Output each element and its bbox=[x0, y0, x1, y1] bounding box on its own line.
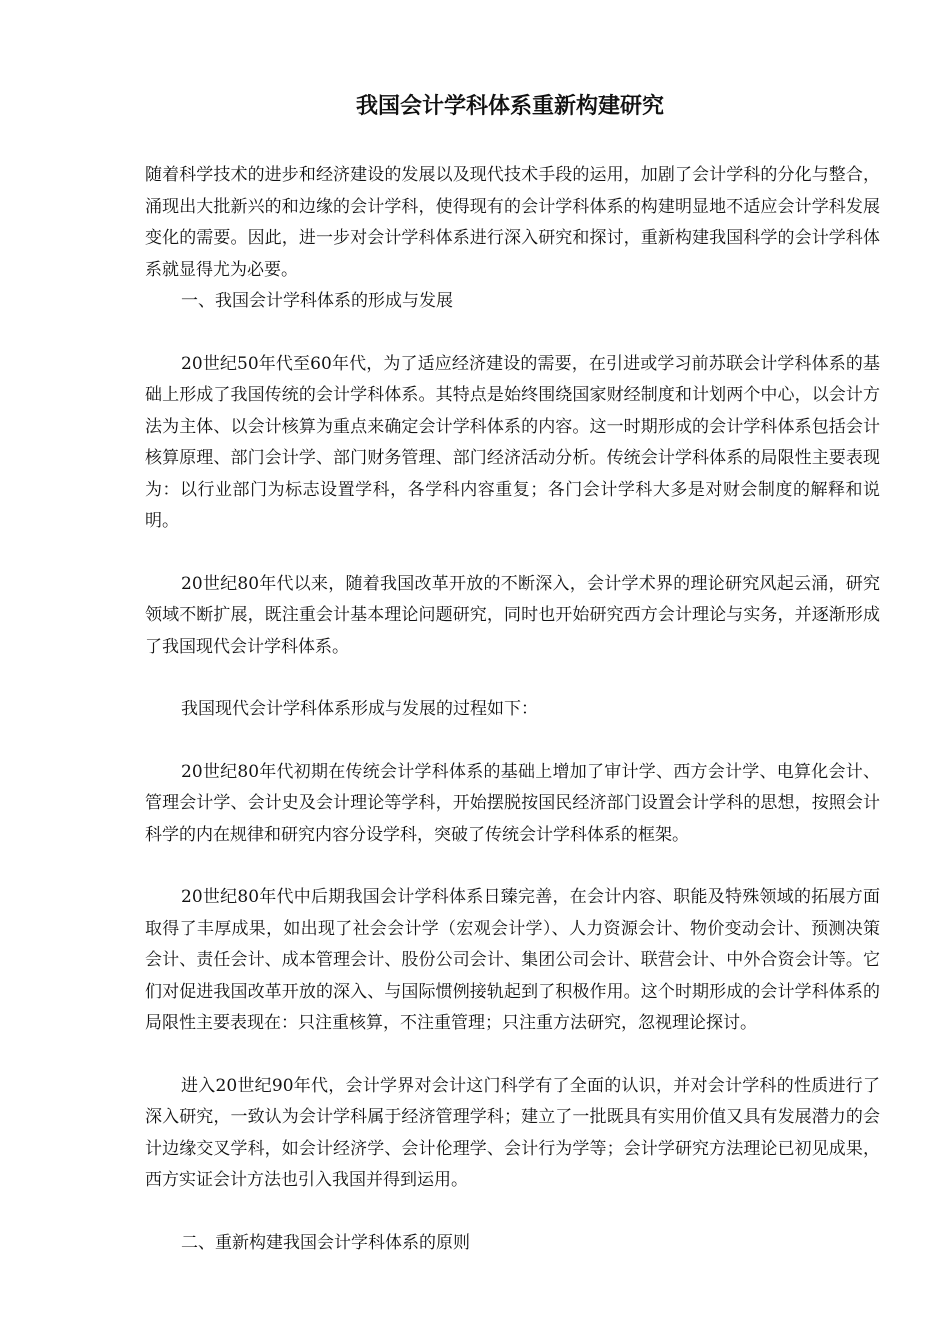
document-title: 我国会计学科体系重新构建研究 bbox=[355, 93, 664, 119]
paragraph-traditional-system: 20世纪50年代至60年代，为了适应经济建设的需要，在引进或学习前苏联会计学科体系的基础上形成了我国传统的会计学科体系。其特点是始终围绕国家财经制度和计划两个中心，以会计方法为主体、以会计核算为重点来确定会计学科体系的内容。这一时期形成的会计学科体系包括会计核算原理、部门会计学、部门财务管理、部门经济活动分析。传统会计学科体系的局限性主要表现为：以行业部门为标志设置学科，各学科内容重复；各门会计学科大多是对财会制度的解释和说明。 bbox=[145, 353, 880, 531]
paragraph-since-1980s: 20世纪80年代以来，随着我国改革开放的不断深入，会计学术界的理论研究风起云涌，研究领域不断扩展，既注重会计基本理论问题研究，同时也开始研究西方会计理论与实务，并逐渐形成了我国现代会计学科体系。 bbox=[145, 573, 880, 657]
paragraph-process-intro: 我国现代会计学科体系形成与发展的过程如下： bbox=[181, 699, 538, 719]
section-heading-1: 一、我国会计学科体系的形成与发展 bbox=[181, 291, 453, 311]
paragraph-mid-late-1980s: 20世纪80年代中后期我国会计学科体系日臻完善，在会计内容、职能及特殊领域的拓展方面取得了丰厚成果，如出现了社会会计学（宏观会计学）、人力资源会计、物价变动会计、预测决策会计、责任会计、成本管理会计、股份公司会计、集团公司会计、联营会计、中外合资会计等。它们对促进我国改革开放的深入、与国际惯例接轨起到了积极作用。这个时期形成的会计学科体系的局限性主要表现在：只注重核算，不注重管理；只注重方法研究，忽视理论探讨。 bbox=[145, 887, 880, 1033]
paragraph-intro: 随着科学技术的进步和经济建设的发展以及现代技术手段的运用，加剧了会计学科的分化与整合，涌现出大批新兴的和边缘的会计学科，使得现有的会计学科体系的构建明显地不适应会计学科发展变化的需要。因此，进一步对会计学科体系进行深入研究和探讨，重新构建我国科学的会计学科体系就显得尤为必要。 bbox=[145, 165, 880, 280]
section-heading-2: 二、重新构建我国会计学科体系的原则 bbox=[181, 1232, 470, 1253]
document-body bbox=[145, 160, 880, 1259]
paragraph-early-1980s: 20世纪80年代初期在传统会计学科体系的基础上增加了审计学、西方会计学、电算化会计、管理会计学、会计史及会计理论等学科，开始摆脱按国民经济部门设置会计学科的思想，按照会计科学的内在规律和研究内容分设学科，突破了传统会计学科体系的框架。 bbox=[145, 761, 880, 845]
paragraph-1990s: 进入20世纪90年代，会计学界对会计这门科学有了全面的认识，并对会计学科的性质进行了深入研究，一致认为会计学科属于经济管理学科；建立了一批既具有实用价值又具有发展潜力的会计边缘交叉学科，如会计经济学、会计伦理学、会计行为学等；会计学研究方法理论已初见成果，西方实证会计方法也引入我国并得到运用。 bbox=[145, 1075, 880, 1190]
